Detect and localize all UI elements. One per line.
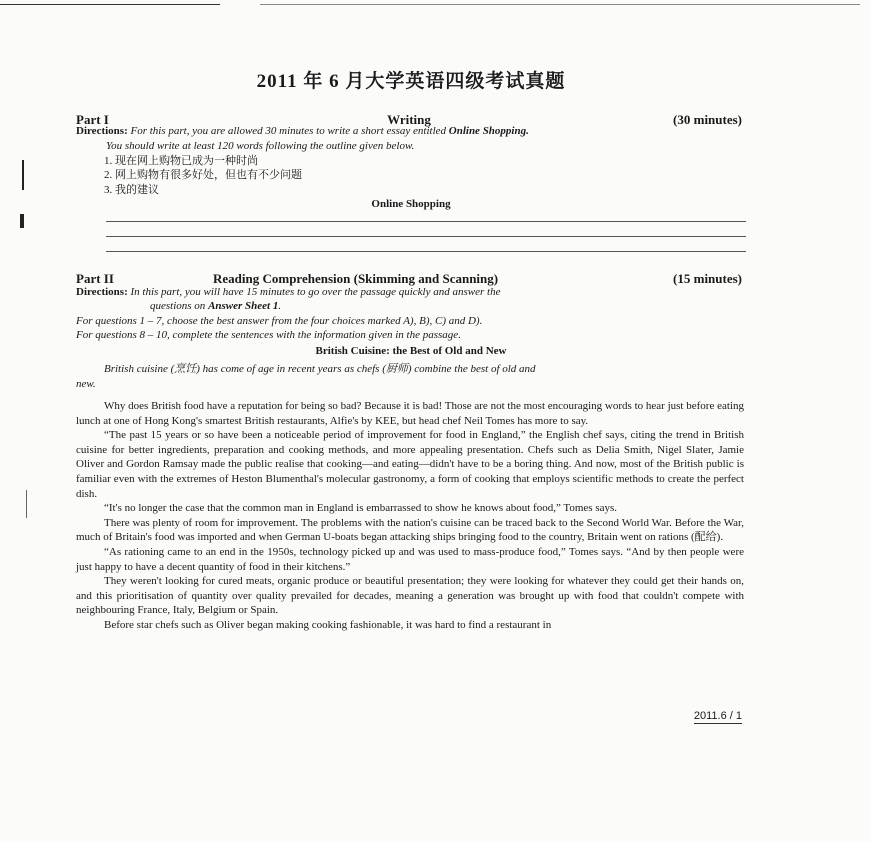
passage-paragraph: There was plenty of room for improvement. The problems with the nation's cuisine can be traced back to the Second World War. Before the War, much of Britain's food was imported and when German U-boats began attacking ships bringing food to the country, Britain went on rations (配给). — [76, 516, 744, 544]
passage-paragraph: “As rationing came to an end in the 1950s, technology picked up and was used to mass-produce food,” Tomes says. “And by then people were just happy to have a decent quantity of food in their kitchens.” — [76, 545, 744, 573]
passage-title: British Cuisine: the Best of Old and New — [315, 345, 507, 357]
part2-label: Part II — [76, 271, 114, 286]
passage-paragraph: Why does British food have a reputation for being so bad? Because it is bad! Those are not the most encouraging words to hear just before eating lunch at one of Hong Kong's smartest British restaurants, Alfie's by KEE, but head chef Neil Tomes has more to say. — [76, 400, 744, 427]
passage-paragraph: “The past 15 years or so have been a noticeable period of improvement for food in England,” the English chef says, citing the trend in British cuisine for better ingredients, preparation and cooking methods, and more appealing presentation. Chefs such as Delia Smith, Nigel Slater, Jamie Oliver and Gordon Ramsay made the public realise that cooking—and eating—didn't have to be a boring thing. And now, most of the British public is familiar even with the extremes of Heston Blumenthal's molecular gastronomy, a form of cooking that employs scientific methods to create the perfect dish. — [76, 429, 744, 500]
part2-section: Reading Comprehension (Skimming and Scanning) — [213, 271, 499, 286]
scan-edge-top — [0, 4, 220, 5]
part2-time: (15 minutes) — [673, 271, 742, 286]
passage-paragraph: Before star chefs such as Oliver began making cooking fashionable, it was hard to find a restaurant in — [104, 618, 552, 631]
scan-mark — [20, 214, 24, 228]
scan-mark — [26, 490, 27, 518]
part2-directions-2: questions on Answer Sheet 1. — [150, 300, 282, 312]
part1-time: (30 minutes) — [673, 112, 742, 127]
essay-title: Online Shopping — [371, 198, 451, 210]
passage-lead: British cuisine (烹饪) has come of age in recent years as chefs (厨师) combine the best of old and — [104, 363, 536, 375]
instruction-completion: For questions 8 – 10, complete the sentences with the information given in the passage. — [76, 329, 461, 341]
page-title: 2011 年 6 月大学英语四级考试真题 — [256, 71, 566, 92]
outline-item: 3. 我的建议 — [104, 184, 159, 196]
part2-directions: Directions: In this part, you will have 15 minutes to go over the passage quickly and answer the — [76, 286, 501, 298]
part1-section: Writing — [387, 112, 431, 127]
outline-item: 1. 现在网上购物已成为一种时尚 — [104, 155, 258, 167]
scan-mark — [22, 160, 24, 190]
writing-line — [106, 236, 746, 237]
passage-body — [76, 399, 744, 633]
passage-paragraph: They weren't looking for cured meats, organic produce or beautiful presentation; they were looking for whatever they could get their hands on, and this prioritisation of quantity over quality prevailed for decades, meaning a generation was brought up with food that couldn't compete with neighbouring France, Italy, Belgium or Spain. — [76, 575, 744, 617]
outline-item: 2. 网上购物有很多好处，但也有不少问题 — [104, 169, 302, 181]
writing-line — [106, 221, 746, 222]
scan-edge-top-right — [260, 4, 860, 5]
instruction-mc: For questions 1 – 7, choose the best answer from the four choices marked A), B), C) and D). — [76, 315, 483, 327]
passage-lead-2: new. — [76, 378, 96, 390]
page-number: 2011.6 / 1 — [693, 710, 742, 722]
part1-directions-2: You should write at least 120 words following the outline given below. — [106, 140, 415, 152]
part1-label: Part I — [76, 112, 109, 127]
part1-directions: Directions: For this part, you are allowed 30 minutes to write a short essay entitled Online Shopping. — [76, 125, 529, 137]
writing-line — [106, 251, 746, 252]
passage-paragraph: “It's no longer the case that the common man in England is embarrassed to show he knows about food,” Tomes says. — [104, 502, 618, 515]
